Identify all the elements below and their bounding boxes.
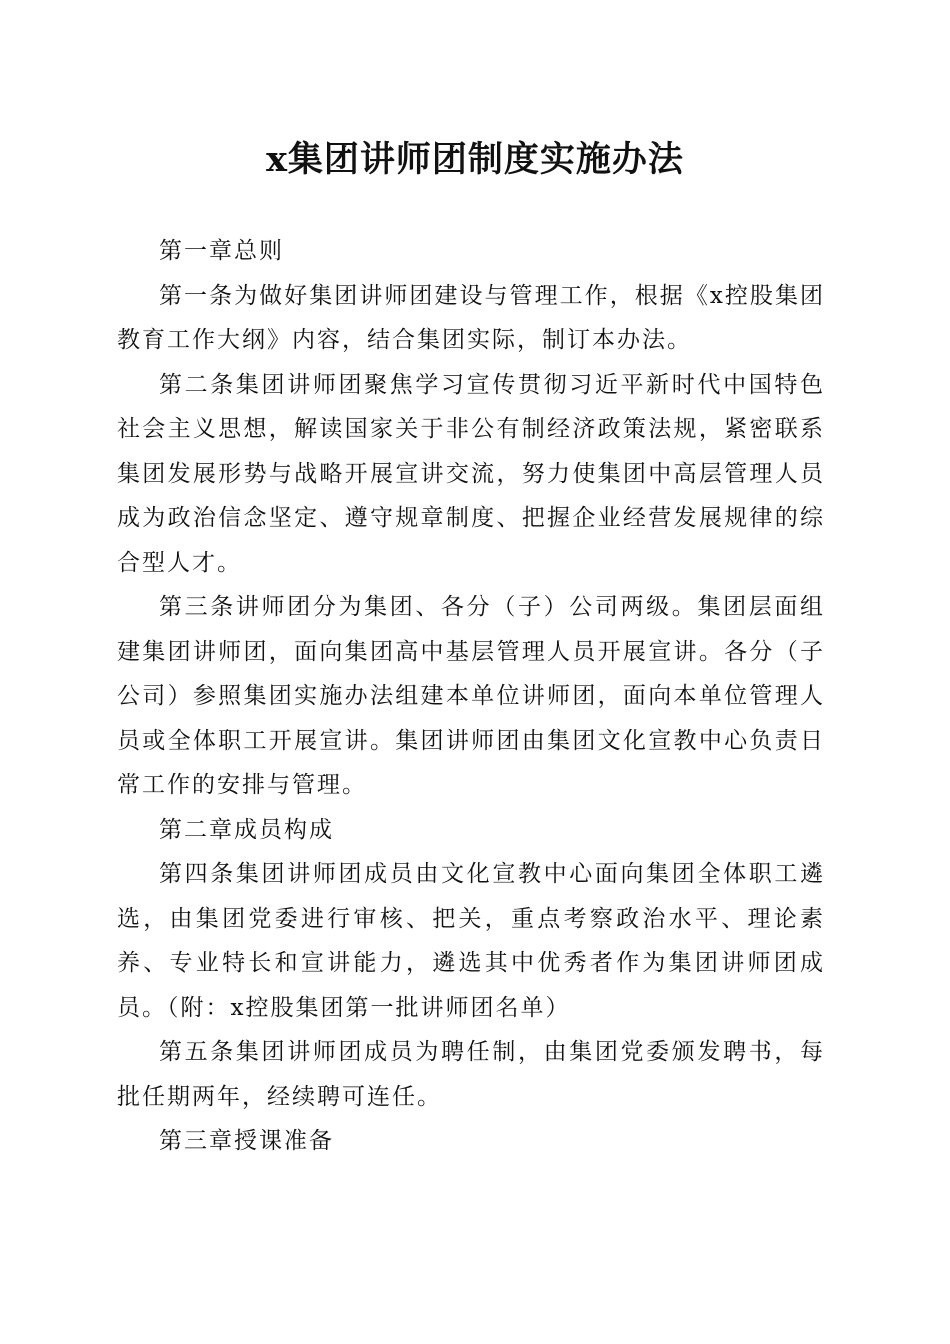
article-5-paragraph: 第五条集团讲师团成员为聘任制，由集团党委颁发聘书，每批任期两年，经续聘可连任。 (117, 1039, 825, 1110)
article-3-paragraph: 第三条讲师团分为集团、各分（子）公司两级。集团层面组建集团讲师团，面向集团高中基层管理人员开展宣讲。各分（子公司）参照集团实施办法组建本单位讲师团，面向本单位管理人员或全体职工开展宣讲。集团讲师团由集团文化宣教中心负责日常工作的安排与管理。 (117, 594, 825, 798)
document-title: x集团讲师团制度实施办法 (266, 139, 684, 180)
chapter-3-heading: 第三章授课准备 (159, 1128, 334, 1154)
article-2-paragraph: 第二条集团讲师团聚焦学习宣传贯彻习近平新时代中国特色社会主义思想，解读国家关于非公有制经济政策法规，紧密联系集团发展形势与战略开展宣讲交流，努力使集团中高层管理人员成为政治信念坚定、遵守规章制度、把握企业经营发展规律的综合型人才。 (117, 371, 825, 576)
article-4-paragraph: 第四条集团讲师团成员由文化宣教中心面向集团全体职工遴选，由集团党委进行审核、把关，重点考察政治水平、理论素养、专业特长和宣讲能力，遴选其中优秀者作为集团讲师团成员。（附：x控股集团第一批讲师团名单） (117, 861, 825, 1021)
chapter-2-heading: 第二章成员构成 (159, 816, 334, 843)
chapter-1-heading: 第一章总则 (159, 238, 284, 264)
document-body (117, 229, 825, 1164)
article-1-paragraph: 第一条为做好集团讲师团建设与管理工作，根据《x控股集团教育工作大纲》内容，结合集团实际，制订本办法。 (117, 282, 825, 353)
